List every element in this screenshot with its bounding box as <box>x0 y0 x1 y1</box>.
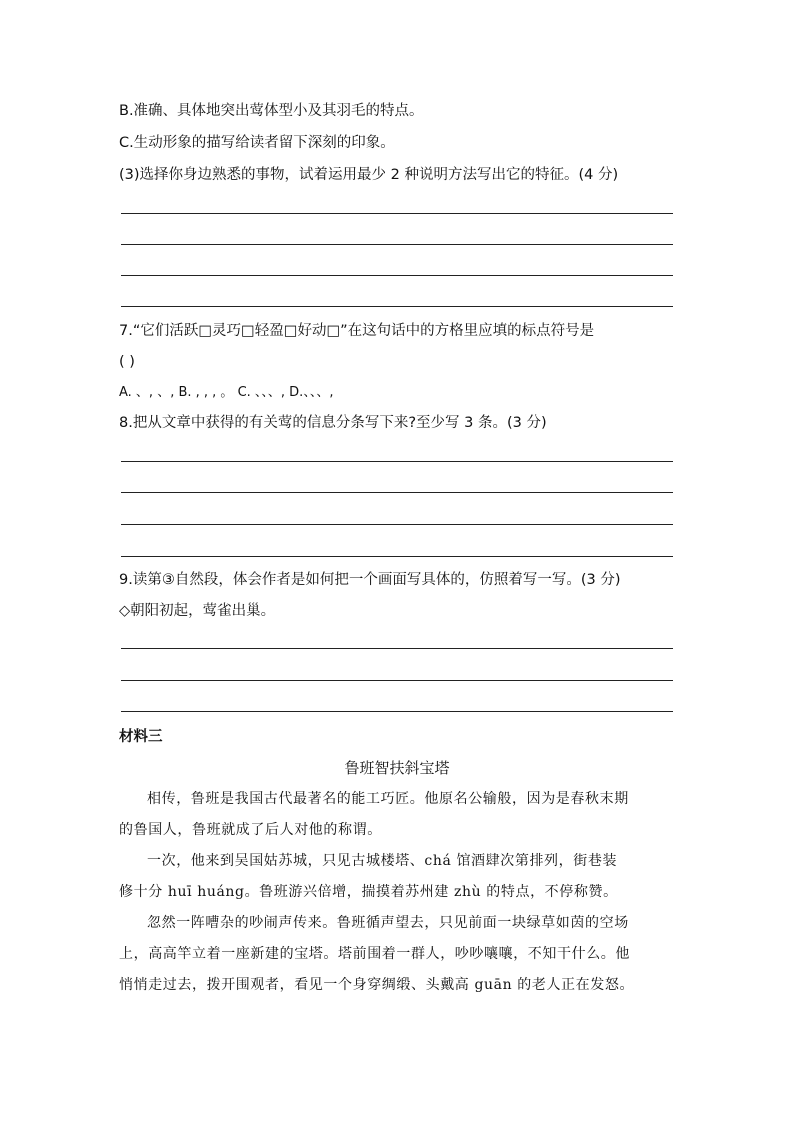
paragraph-line: 忽然一阵嘈杂的吵闹声传来。鲁班循声望去，只见前面一块绿草如茵的空场 <box>147 915 629 931</box>
question-9: 9.读第③自然段，体会作者是如何把一个画面写具体的，仿照着写一写。(3 分) <box>119 572 621 588</box>
question-7-answer-paren: ( ) <box>119 354 135 370</box>
question-9-prompt: ◇朝阳初起，莺雀出巢。 <box>119 603 276 619</box>
paragraph-line: 修十分 huī huáng。鲁班游兴倍增，揣摸着苏州建 zhù 的特点，不停称赞。 <box>119 884 618 900</box>
paragraph-line: 相传，鲁班是我国古代最著名的能工巧匠。他原名公输般，因为是春秋末期 <box>147 791 629 807</box>
question-3: (3)选择你身边熟悉的事物，试着运用最少 2 种说明方法写出它的特征。(4 分) <box>119 167 619 183</box>
answer-line[interactable] <box>121 556 673 557</box>
question-8: 8.把从文章中获得的有关莺的信息分条写下来?至少写 3 条。(3 分) <box>119 415 547 431</box>
answer-line[interactable] <box>121 492 673 493</box>
answer-line[interactable] <box>121 461 673 462</box>
answer-line[interactable] <box>121 680 673 681</box>
paragraph-line: 的鲁国人，鲁班就成了后人对他的称谓。 <box>119 822 382 838</box>
answer-line[interactable] <box>121 524 673 525</box>
answer-line[interactable] <box>121 244 673 245</box>
answer-line[interactable] <box>121 711 673 712</box>
option-b: B.准确、具体地突出莺体型小及其羽毛的特点。 <box>119 103 424 119</box>
answer-line[interactable] <box>121 306 673 307</box>
question-7-options: A. 、, 、, B. , , , 。 C. 、、、, D.、、、, <box>119 385 334 400</box>
paragraph-line: 悄悄走过去，拨开围观者，看见一个身穿绸缎、头戴高 guān 的老人正在发怒。 <box>119 977 635 993</box>
answer-line[interactable] <box>121 213 673 214</box>
material-title: 鲁班智扶斜宝塔 <box>344 759 450 777</box>
option-c: C.生动形象的描写给读者留下深刻的印象。 <box>119 135 395 151</box>
paragraph-line: 一次，他来到吴国姑苏城，只见古城楼塔、chá 馆酒肆次第排列，街巷装 <box>147 853 618 869</box>
material-heading: 材料三 <box>119 729 163 745</box>
answer-line[interactable] <box>121 648 673 649</box>
paragraph-line: 上，高高竿立着一座新建的宝塔。塔前围着一群人，吵吵嚷嚷，不知干什么。他 <box>119 946 630 962</box>
question-7: 7.“它们活跃□灵巧□轻盈□好动□”在这句话中的方格里应填的标点符号是 <box>119 323 595 339</box>
answer-line[interactable] <box>121 275 673 276</box>
